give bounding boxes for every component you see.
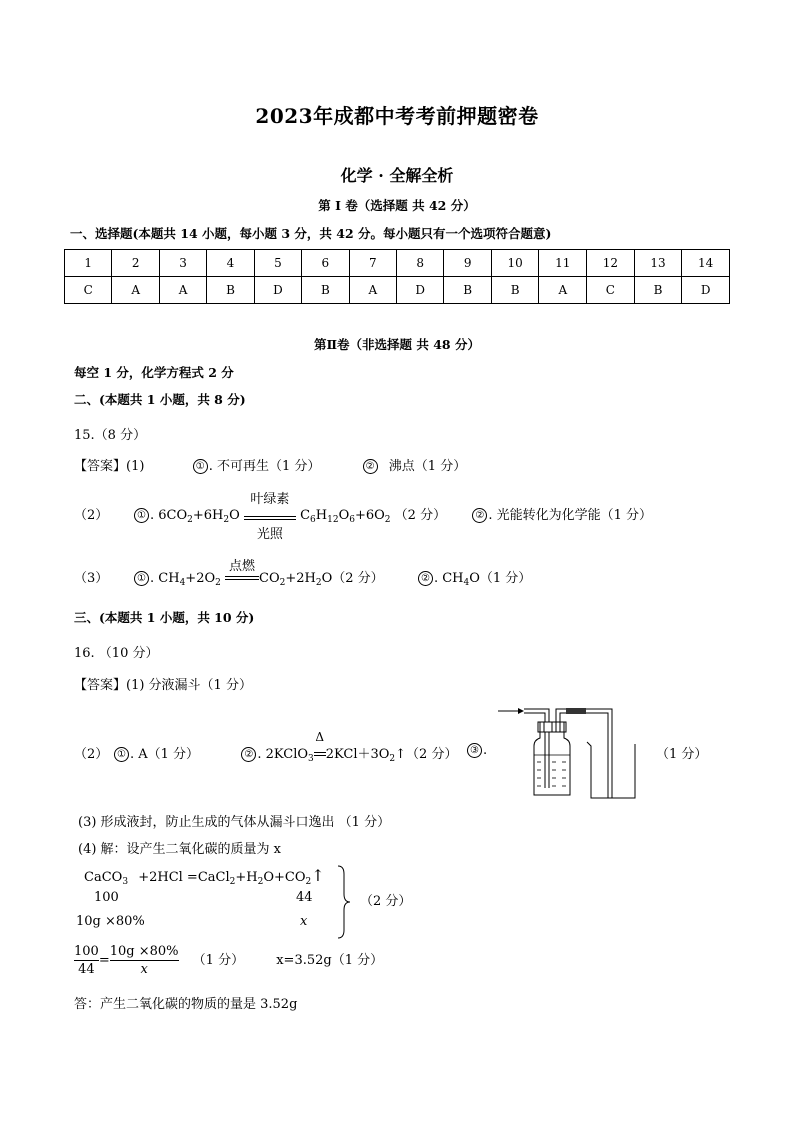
q15-answer-line1	[74, 455, 466, 474]
equals-line	[225, 579, 259, 580]
circled-number: ①	[114, 747, 129, 762]
calc-score: （2 分）	[360, 894, 412, 909]
condition-bottom: 光照	[256, 526, 283, 542]
answer-tag: 【答案】(1)	[74, 459, 145, 474]
scoring-note: 每空 1 分，化学方程式 2 分	[74, 365, 234, 380]
equals-line	[244, 516, 296, 517]
equals-line	[314, 755, 326, 756]
answer-cell: A	[349, 277, 396, 304]
numerator: 10g ×80%	[109, 944, 179, 959]
liquid-marks	[537, 762, 566, 786]
formula-part: O	[338, 508, 350, 523]
formula-part: +H	[235, 870, 258, 885]
answer-text: . CH	[433, 571, 464, 586]
formula-part: ↑（2 分）	[395, 747, 458, 762]
answer-cell: A	[159, 277, 206, 304]
apparatus-diagram	[494, 700, 644, 802]
up-arrow: ↑	[311, 866, 325, 885]
numerator: 100	[74, 944, 99, 959]
formula-part: O	[229, 508, 240, 523]
formula-part: . CH	[150, 571, 180, 586]
formula-part: +2H	[285, 571, 316, 586]
circled-number: ②	[472, 508, 487, 523]
formula-part: . 2KClO	[257, 747, 309, 762]
question-number: 9	[444, 250, 491, 277]
section2-heading: 二、(本题共 1 小题，共 8 分)	[74, 392, 246, 407]
calc-molar-caco3: 100	[94, 890, 119, 905]
score: （1 分）	[192, 953, 245, 968]
reaction-condition	[225, 558, 259, 586]
formula-part: CO	[259, 571, 280, 586]
beaker	[587, 742, 635, 798]
question-number: 11	[539, 250, 587, 277]
answer-cell: D	[682, 277, 730, 304]
question-number: 14	[682, 250, 730, 277]
part1-heading: 第 I 卷（选择题 共 42 分）	[318, 198, 476, 213]
circled-number: ②	[241, 747, 256, 762]
question-number: 8	[397, 250, 444, 277]
q16-part3	[467, 743, 487, 758]
question-number: 7	[349, 250, 396, 277]
denominator: 44	[78, 962, 95, 977]
arrow-head	[518, 708, 524, 714]
formula-part: C	[300, 508, 311, 523]
q15-label-3: （3）	[74, 571, 109, 586]
answer-text: . A（1 分）	[130, 747, 200, 762]
question-number: 12	[587, 250, 635, 277]
answer-cell: D	[254, 277, 301, 304]
page-subtitle: 化学 · 全解全析	[340, 166, 454, 185]
formula-part: +6H	[192, 508, 224, 523]
part2-heading: 第Ⅱ卷（非选择题 共 48 分）	[314, 337, 480, 352]
answer-text: . 不可再生（1 分）	[208, 459, 321, 474]
equals-sign: =	[98, 953, 110, 968]
q16-answer-line2: ① . A（1 分） ② . 2KClO$_3$ Δ $2KCl+3O_2↑(2$ 分）	[114, 743, 457, 762]
question-number: 10	[491, 250, 539, 277]
right-brace	[336, 864, 352, 940]
q15-label-2: （2）	[74, 508, 109, 523]
circled-number: ①	[134, 571, 149, 586]
q16-answer-line3: (3) 形成液封，防止生成的气体从漏斗口逸出 （1 分）	[78, 815, 391, 830]
q15-label: 15.（8 分）	[74, 428, 147, 443]
q15-equation-line3: ① . $CH_4+2O_2$ 点燃 $CO_2+2H_2O(2$ 分） ② . $CH_4O(1$ 分）	[134, 567, 531, 586]
reaction-condition	[244, 491, 296, 542]
result: x=3.52g（1 分）	[276, 953, 384, 968]
question-number: 1	[65, 250, 112, 277]
answer-table-answers-row	[65, 277, 730, 304]
answer-cell: D	[397, 277, 444, 304]
answer-text: .	[483, 743, 488, 758]
answer-text: O（1 分）	[469, 571, 532, 586]
calc-unknown: x	[300, 914, 308, 929]
answer-cell: B	[444, 277, 491, 304]
circled-number: ②	[363, 459, 378, 474]
circled-number: ①	[193, 459, 208, 474]
equals-line	[244, 519, 296, 520]
circled-number: ③	[467, 743, 482, 758]
score: （2 分）	[394, 508, 447, 523]
formula-part: +6O	[354, 508, 385, 523]
answer-cell: B	[634, 277, 682, 304]
q16-label: 16. （10 分）	[74, 646, 159, 661]
calc-molar-co2: 44	[296, 890, 313, 905]
question-number: 2	[112, 250, 159, 277]
q16-label-2: （2）	[74, 747, 109, 762]
formula-part: . 6CO	[150, 508, 188, 523]
formula-part: H	[315, 508, 328, 523]
question-number: 6	[302, 250, 349, 277]
answer-table	[64, 249, 730, 304]
q16-answer-line1: 【答案】(1) 分液漏斗（1 分）	[74, 678, 252, 693]
gas-bottle	[534, 732, 570, 795]
section3-heading: 三、(本题共 1 小题，共 10 分)	[74, 610, 255, 625]
formula-part: +2O	[185, 571, 216, 586]
q15-equation-line2: ① . $6CO_2+6H_2O$ 叶绿素 光照 $C_6H_{12}O_6+6O_2$ （2 分） ② . 光能转化为化学能（1 分）	[134, 504, 652, 523]
question-number: 13	[634, 250, 682, 277]
calc-equation: CaCO$_3$ $+2HCl =CaCl_2+H_2O+CO_2↑$	[84, 866, 325, 887]
fraction-right	[110, 944, 179, 977]
equals-line	[225, 576, 259, 577]
answer-table-numbers-row	[65, 250, 730, 277]
answer-cell: A	[539, 277, 587, 304]
formula-part: 2KCl＋3O	[325, 747, 390, 762]
q16-answer-line4: (4) 解：设产生二氧化碳的质量为 x	[78, 842, 282, 857]
answer-cell: C	[587, 277, 635, 304]
question-number: 3	[159, 250, 206, 277]
answer-cell: A	[112, 277, 159, 304]
ratio-expression	[74, 944, 383, 977]
answer-text: 沸点（1 分）	[388, 459, 467, 474]
question-number: 5	[254, 250, 301, 277]
reaction-condition	[314, 729, 326, 762]
formula-part: O（2 分）	[321, 571, 384, 586]
condition-top: Δ	[315, 729, 325, 744]
section1-heading: 一、选择题(本题共 14 小题，每小题 3 分，共 42 分。每小题只有一个选项符合题意)	[70, 226, 552, 241]
formula-part: O+CO	[263, 870, 306, 885]
formula-part: CaCO	[84, 870, 123, 885]
answer-cell: B	[491, 277, 539, 304]
question-number: 4	[207, 250, 254, 277]
final-answer: 答：产生二氧化碳的物质的量是 3.52g	[74, 997, 298, 1012]
q16-part3-score: （1 分）	[656, 747, 708, 762]
circled-number: ②	[418, 571, 433, 586]
answer-cell: C	[65, 277, 112, 304]
condition-top: 点燃	[228, 558, 255, 574]
answer-cell: B	[207, 277, 254, 304]
answer-cell: B	[302, 277, 349, 304]
calc-mass: 10g ×80%	[76, 914, 145, 929]
rubber-tube	[566, 708, 586, 714]
condition-top: 叶绿素	[250, 491, 290, 507]
formula-part: +2HCl =CaCl	[138, 870, 230, 885]
page-title: 2023年成都中考考前押题密卷	[255, 104, 539, 128]
fraction-left	[74, 944, 99, 977]
circled-number: ①	[134, 508, 149, 523]
answer-text: . 光能转化为化学能（1 分）	[488, 508, 653, 523]
equals-line	[314, 752, 326, 753]
denominator: x	[140, 962, 148, 977]
